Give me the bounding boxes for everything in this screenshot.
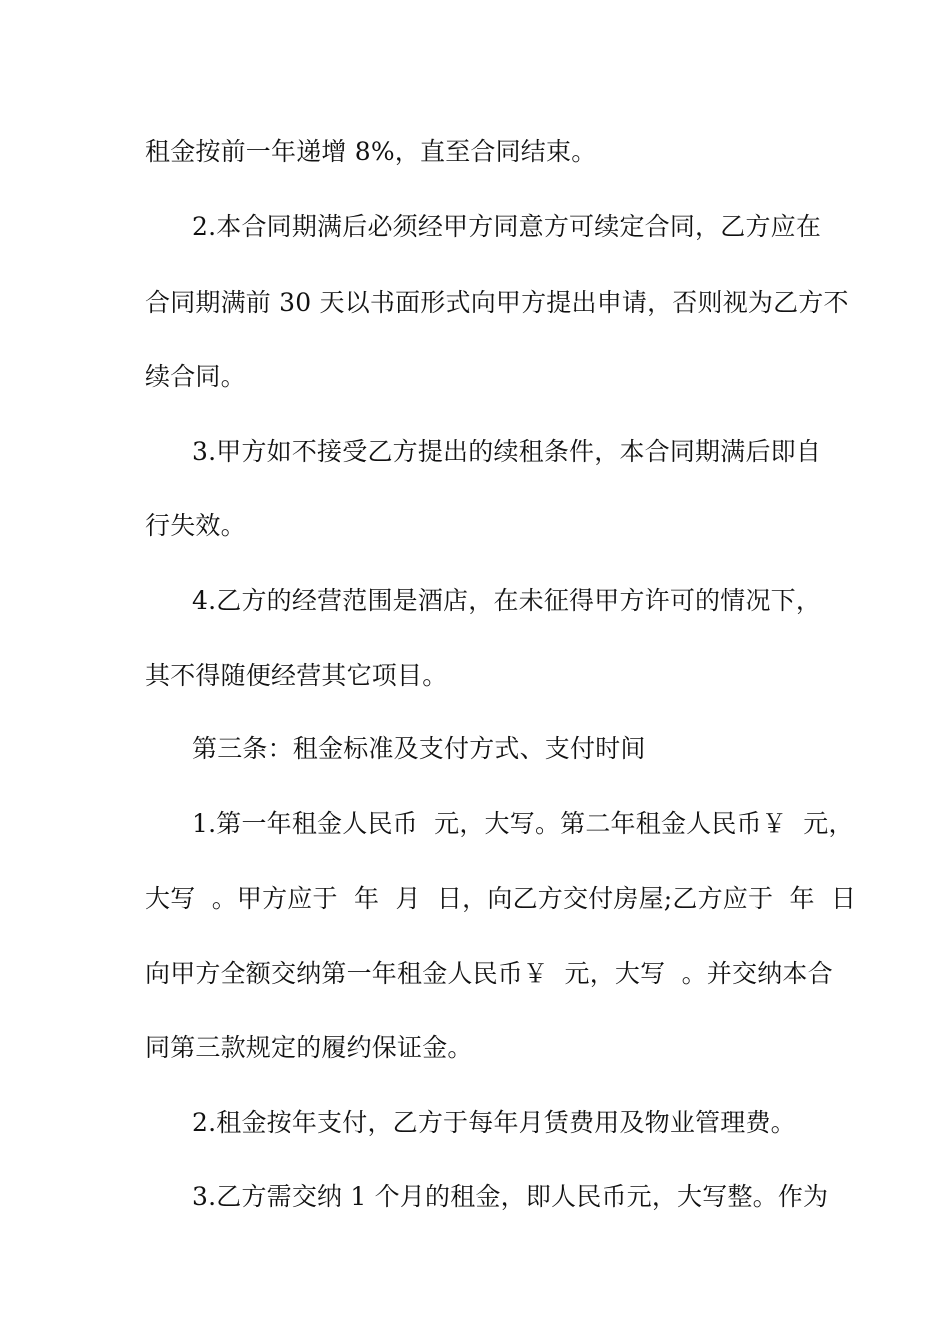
text-line: 1.第一年租金人民币 元，大写。第二年租金人民币￥ 元， [192,809,854,838]
text-line: 同第三款规定的履约保证金。 [145,1033,473,1062]
text-line: 4.乙方的经营范围是酒店，在未征得甲方许可的情况下， [192,586,822,615]
text-line: 3.乙方需交纳 1 个月的租金，即人民币元，大写整。作为 [192,1182,829,1211]
text-line: 合同期满前 30 天以书面形式向甲方提出申请，否则视为乙方不 [145,288,849,317]
text-line: 行失效。 [145,511,246,540]
text-line: 续合同。 [145,362,246,391]
section-heading: 第三条：租金标准及支付方式、支付时间 [192,734,646,763]
text-line: 其不得随便经营其它项目。 [145,661,448,690]
text-line: 2.租金按年支付，乙方于每年月赁费用及物业管理费。 [192,1108,796,1137]
text-line: 3.甲方如不接受乙方提出的续租条件，本合同期满后即自 [192,437,822,466]
text-line: 2.本合同期满后必须经甲方同意方可续定合同，乙方应在 [192,212,822,241]
text-line: 租金按前一年递增 8%，直至合同结束。 [145,137,597,166]
text-line: 大写 。甲方应于 年 月 日，向乙方交付房屋;乙方应于 年 日 [145,884,857,913]
text-line: 向甲方全额交纳第一年租金人民币￥ 元，大写 。并交纳本合 [145,959,833,988]
